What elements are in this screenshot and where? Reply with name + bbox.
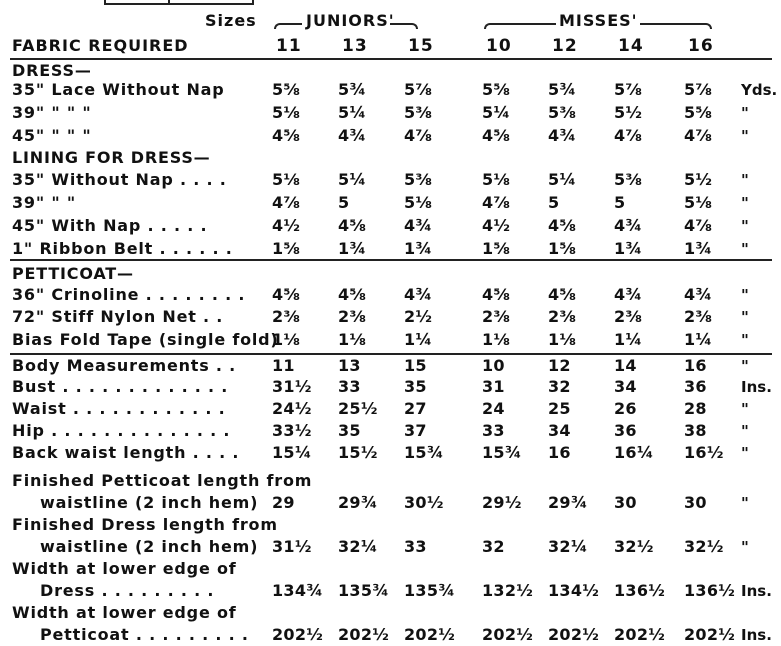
fabric-row-value: 4⅝ — [482, 285, 511, 304]
measurement-row-value: 36 — [684, 377, 707, 396]
measurement-row-value: 37 — [404, 421, 427, 440]
fabric-row-value: 1¾ — [684, 239, 713, 258]
finished-row-unit: Ins. — [741, 626, 772, 644]
finished-row-value: 134½ — [548, 581, 600, 600]
fabric-row-value: 5 — [338, 193, 350, 212]
measurement-row-value: 15½ — [338, 443, 378, 462]
measurement-row-value: 12 — [548, 356, 571, 375]
fabric-row-value: 5⅝ — [482, 80, 511, 99]
finished-row-heading: Width at lower edge of — [12, 559, 237, 578]
measurement-row-label: Hip . . . . . . . . . . . . . . — [12, 421, 231, 440]
fabric-row-label: 35" Lace Without Nap — [12, 80, 225, 99]
fabric-row-value: 5⅜ — [614, 170, 643, 189]
fabric-row-value: 4¾ — [684, 285, 713, 304]
fabric-row-unit: " — [741, 217, 749, 235]
finished-row-label: Petticoat . . . . . . . . . — [40, 625, 249, 644]
fabric-row-value: 5½ — [614, 103, 643, 122]
fabric-row-value: 1¾ — [404, 239, 433, 258]
fabric-row-value: 4½ — [272, 216, 301, 235]
measurement-row-value: 36 — [614, 421, 637, 440]
measurement-row-unit: " — [741, 400, 749, 418]
size-column-header: 12 — [552, 36, 578, 56]
measurement-row-value: 16 — [548, 443, 571, 462]
fabric-row-value: 1¾ — [338, 239, 367, 258]
fabric-row-value: 5⅛ — [404, 193, 433, 212]
fabric-row-unit: " — [741, 127, 749, 145]
finished-row-value: 30 — [614, 493, 637, 512]
fabric-row-value: 5⅞ — [684, 80, 713, 99]
divider — [10, 259, 772, 261]
fabric-row-value: 4⅝ — [272, 126, 301, 145]
finished-row-unit: Ins. — [741, 582, 772, 600]
sizes-label: Sizes — [205, 11, 257, 30]
fabric-row-label: 45" With Nap . . . . . — [12, 216, 208, 235]
fabric-row-value: 4⅞ — [482, 193, 511, 212]
measurement-row-value: 11 — [272, 356, 295, 375]
fabric-row-value: 4⅝ — [548, 216, 577, 235]
fabric-row-value: 1⅝ — [272, 239, 301, 258]
measurement-row-value: 33 — [482, 421, 505, 440]
juniors-brace-left — [274, 23, 302, 29]
fabric-row-unit: " — [741, 104, 749, 122]
finished-row-value: 30½ — [404, 493, 444, 512]
fabric-row-value: 1¼ — [614, 330, 643, 349]
finished-row-value: 31½ — [272, 537, 312, 556]
fabric-row-value: 5¾ — [338, 80, 367, 99]
fabric-row-value: 5⅜ — [404, 170, 433, 189]
measurement-row-unit: " — [741, 357, 749, 375]
finished-row-value: 135¾ — [404, 581, 456, 600]
fabric-row-value: 4¾ — [614, 216, 643, 235]
fabric-row-value: 4⅝ — [548, 285, 577, 304]
fabric-row-value: 1⅛ — [482, 330, 511, 349]
measurement-row-value: 24½ — [272, 399, 312, 418]
fabric-row-value: 4⅞ — [404, 126, 433, 145]
measurement-row-value: 25½ — [338, 399, 378, 418]
size-column-header: 10 — [486, 36, 512, 56]
finished-row-value: 30 — [684, 493, 707, 512]
section-heading-petticoat: PETTICOAT— — [12, 264, 134, 283]
measurement-row-value: 34 — [548, 421, 571, 440]
finished-row-value: 202½ — [548, 625, 600, 644]
measurement-row-label: Body Measurements . . — [12, 356, 237, 375]
fabric-row-unit: " — [741, 286, 749, 304]
fabric-row-value: 2⅜ — [684, 307, 713, 326]
fabric-row-unit: " — [741, 194, 749, 212]
divider — [10, 58, 772, 60]
finished-row-value: 29 — [272, 493, 295, 512]
fabric-row-value: 1¼ — [684, 330, 713, 349]
fabric-row-label: 72" Stiff Nylon Net . . — [12, 307, 224, 326]
fabric-row-value: 4¾ — [548, 126, 577, 145]
fabric-row-value: 2⅜ — [482, 307, 511, 326]
finished-row-value: 32¼ — [338, 537, 378, 556]
fabric-row-value: 5¼ — [548, 170, 577, 189]
fabric-row-value: 4⅞ — [614, 126, 643, 145]
measurement-row-value: 38 — [684, 421, 707, 440]
fabric-row-value: 1¾ — [614, 239, 643, 258]
fabric-row-value: 5⅛ — [684, 193, 713, 212]
fabric-row-value: 4⅝ — [482, 126, 511, 145]
fabric-row-value: 2⅜ — [614, 307, 643, 326]
fabric-row-unit: " — [741, 171, 749, 189]
finished-row-value: 135¾ — [338, 581, 390, 600]
misses-brace-left — [484, 23, 556, 29]
finished-row-value: 136½ — [614, 581, 666, 600]
measurement-row-value: 31 — [482, 377, 505, 396]
fabric-row-value: 5⅜ — [404, 103, 433, 122]
misses-brace-right — [640, 23, 712, 29]
finished-row-label: waistline (2 inch hem) — [40, 537, 259, 556]
measurement-row-value: 33 — [338, 377, 361, 396]
finished-row-unit: " — [741, 538, 749, 556]
divider — [10, 353, 772, 355]
fabric-row-value: 5 — [614, 193, 626, 212]
section-heading-dress: DRESS— — [12, 61, 92, 80]
measurement-row-value: 24 — [482, 399, 505, 418]
size-column-header: 15 — [408, 36, 434, 56]
fabric-row-value: 2½ — [404, 307, 433, 326]
fabric-row-value: 1¼ — [404, 330, 433, 349]
fabric-row-value: 4¾ — [404, 285, 433, 304]
fabric-row-value: 5⅞ — [404, 80, 433, 99]
measurement-row-value: 16 — [684, 356, 707, 375]
fabric-row-value: 1⅝ — [548, 239, 577, 258]
fabric-row-value: 1⅛ — [272, 330, 301, 349]
measurement-row-value: 13 — [338, 356, 361, 375]
fabric-row-value: 5⅜ — [548, 103, 577, 122]
fabric-row-value: 2⅜ — [548, 307, 577, 326]
size-column-header: 16 — [688, 36, 714, 56]
fabric-row-value: 5 — [548, 193, 560, 212]
fabric-row-value: 4¾ — [404, 216, 433, 235]
fabric-row-value: 2⅜ — [272, 307, 301, 326]
finished-row-value: 134¾ — [272, 581, 324, 600]
measurement-row-value: 16¼ — [614, 443, 654, 462]
fabric-row-value: 5¼ — [482, 103, 511, 122]
measurement-row-value: 25 — [548, 399, 571, 418]
finished-row-heading: Finished Petticoat length from — [12, 471, 313, 490]
measurement-row-unit: Ins. — [741, 378, 772, 396]
section-heading-lining: LINING FOR DRESS— — [12, 148, 211, 167]
finished-row-value: 202½ — [684, 625, 736, 644]
fabric-row-value: 5⅛ — [272, 170, 301, 189]
finished-row-value: 29¾ — [338, 493, 378, 512]
fabric-row-value: 1⅛ — [548, 330, 577, 349]
finished-row-value: 32¼ — [548, 537, 588, 556]
measurement-row-value: 15 — [404, 356, 427, 375]
fabric-row-value: 4⅝ — [338, 216, 367, 235]
measurement-row-value: 16½ — [684, 443, 724, 462]
fabric-row-value: 4⅝ — [338, 285, 367, 304]
fabric-row-value: 4¾ — [338, 126, 367, 145]
size-column-header: 13 — [342, 36, 368, 56]
fabric-row-label: Bias Fold Tape (single fold) — [12, 330, 279, 349]
measurement-row-value: 26 — [614, 399, 637, 418]
finished-row-value: 202½ — [272, 625, 324, 644]
finished-row-heading: Width at lower edge of — [12, 603, 237, 622]
fabric-row-label: 45" " " " — [12, 126, 92, 145]
fabric-row-value: 5½ — [684, 170, 713, 189]
measurement-row-value: 15¼ — [272, 443, 312, 462]
finished-row-label: Dress . . . . . . . . . — [40, 581, 215, 600]
fabric-row-unit: Yds. — [741, 81, 778, 99]
fabric-required-label: FABRIC REQUIRED — [12, 36, 189, 55]
fabric-row-value: 5⅝ — [684, 103, 713, 122]
fabric-row-unit: " — [741, 308, 749, 326]
finished-row-value: 32 — [482, 537, 505, 556]
fabric-row-value: 5¼ — [338, 103, 367, 122]
fabric-row-label: 36" Crinoline . . . . . . . . — [12, 285, 246, 304]
fabric-row-value: 1⅛ — [338, 330, 367, 349]
finished-row-value: 132½ — [482, 581, 534, 600]
misses-label: MISSES' — [559, 11, 638, 30]
fabric-row-value: 4¾ — [614, 285, 643, 304]
fabric-row-value: 5⅛ — [482, 170, 511, 189]
finished-row-unit: " — [741, 494, 749, 512]
measurement-row-unit: " — [741, 422, 749, 440]
measurement-row-unit: " — [741, 444, 749, 462]
fabric-row-label: 39" " " " — [12, 103, 92, 122]
measurement-row-value: 35 — [338, 421, 361, 440]
fabric-row-label: 1" Ribbon Belt . . . . . . — [12, 239, 233, 258]
measurement-row-value: 27 — [404, 399, 427, 418]
juniors-label: JUNIORS' — [306, 11, 395, 30]
fabric-row-value: 2⅜ — [338, 307, 367, 326]
size-column-header: 14 — [618, 36, 644, 56]
top-frame-mark — [104, 0, 254, 5]
measurement-row-value: 31½ — [272, 377, 312, 396]
measurement-row-value: 33½ — [272, 421, 312, 440]
fabric-row-value: 5¾ — [548, 80, 577, 99]
measurement-row-value: 35 — [404, 377, 427, 396]
measurement-row-value: 14 — [614, 356, 637, 375]
measurement-row-value: 15¾ — [482, 443, 522, 462]
fabric-row-value: 4½ — [482, 216, 511, 235]
fabric-row-value: 5⅞ — [614, 80, 643, 99]
finished-row-value: 202½ — [338, 625, 390, 644]
finished-row-value: 29½ — [482, 493, 522, 512]
fabric-row-value: 4⅞ — [272, 193, 301, 212]
finished-row-value: 136½ — [684, 581, 736, 600]
finished-row-value: 33 — [404, 537, 427, 556]
finished-row-heading: Finished Dress length from — [12, 515, 278, 534]
measurement-row-label: Bust . . . . . . . . . . . . . — [12, 377, 229, 396]
fabric-row-value: 4⅝ — [272, 285, 301, 304]
finished-row-value: 202½ — [404, 625, 456, 644]
fabric-row-unit: " — [741, 331, 749, 349]
fabric-row-value: 4⅞ — [684, 216, 713, 235]
juniors-brace-right — [390, 23, 418, 29]
finished-row-value: 202½ — [482, 625, 534, 644]
fabric-row-value: 4⅞ — [684, 126, 713, 145]
fabric-row-value: 5⅝ — [272, 80, 301, 99]
fabric-row-label: 35" Without Nap . . . . — [12, 170, 227, 189]
fabric-row-label: 39" " " — [12, 193, 77, 212]
measurement-row-value: 34 — [614, 377, 637, 396]
measurement-row-value: 10 — [482, 356, 505, 375]
fabric-row-value: 1⅝ — [482, 239, 511, 258]
finished-row-value: 32½ — [684, 537, 724, 556]
measurement-row-label: Back waist length . . . . — [12, 443, 240, 462]
measurement-row-value: 28 — [684, 399, 707, 418]
fabric-row-value: 5⅛ — [272, 103, 301, 122]
measurement-row-value: 15¾ — [404, 443, 444, 462]
fabric-row-unit: " — [741, 240, 749, 258]
finished-row-value: 29¾ — [548, 493, 588, 512]
size-column-header: 11 — [276, 36, 302, 56]
finished-row-value: 202½ — [614, 625, 666, 644]
finished-row-label: waistline (2 inch hem) — [40, 493, 259, 512]
measurement-row-label: Waist . . . . . . . . . . . . — [12, 399, 226, 418]
measurement-row-value: 32 — [548, 377, 571, 396]
fabric-row-value: 5¼ — [338, 170, 367, 189]
finished-row-value: 32½ — [614, 537, 654, 556]
